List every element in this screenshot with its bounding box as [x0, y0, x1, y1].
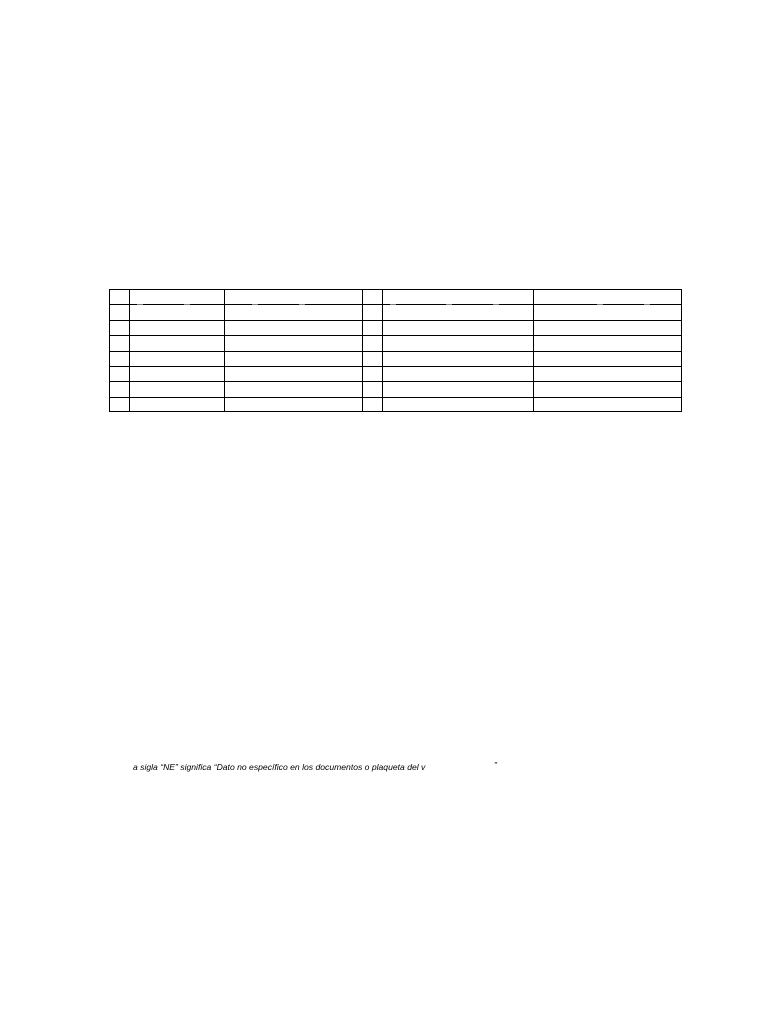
footnote-text: a sigla “NE” significa “Dato no específico en los documentos o plaqueta del v	[133, 762, 426, 772]
table-line-gap	[184, 303, 190, 305]
blank-data-table	[109, 289, 682, 412]
table-line-gap	[252, 303, 258, 305]
table-line-gap	[390, 303, 396, 305]
table-line-gap	[137, 303, 143, 305]
table-grid-lines	[109, 289, 682, 412]
table-line-gap	[446, 303, 452, 305]
table-line-gap	[299, 303, 305, 305]
table-line-gap	[644, 303, 650, 305]
table-line-gap	[597, 303, 603, 305]
footnote-closing-quote: ”	[494, 760, 497, 770]
table-line-gap	[493, 303, 499, 305]
